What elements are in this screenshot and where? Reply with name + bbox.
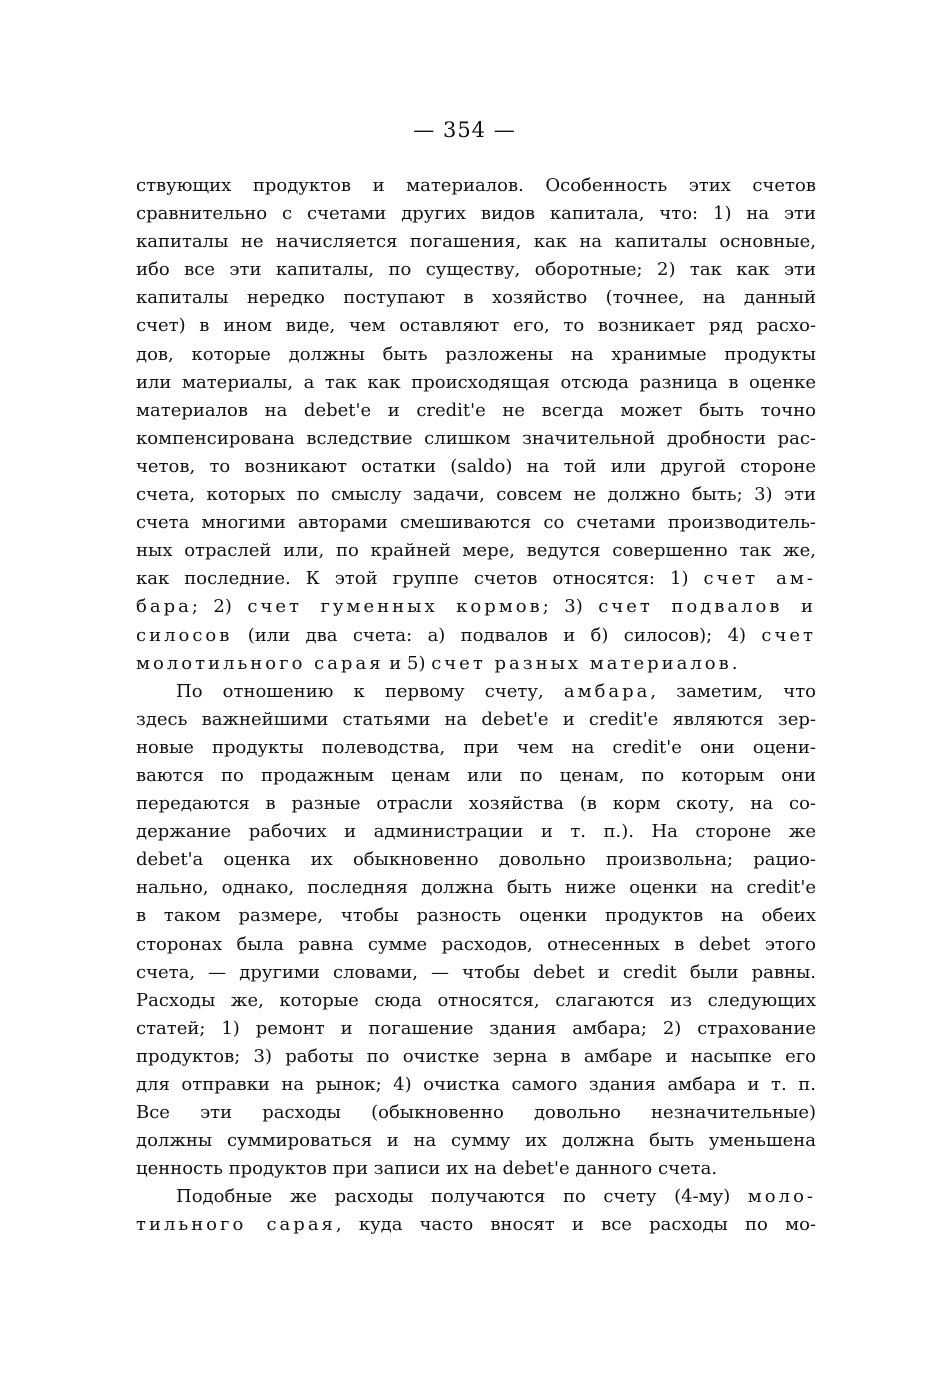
text-line <box>136 228 816 256</box>
text-segment: сравнительно с счетами других видов капитала, что: 1) на эти <box>136 203 816 225</box>
text-segment: капиталы не начисляется погашения, как на капиталы основные, <box>136 231 816 253</box>
text-segment: (или два счета: а) подвалов и б) силосов); 4) <box>232 624 762 646</box>
text-line <box>136 481 816 509</box>
text-segment: , заметим, что <box>650 680 816 702</box>
text-segment: ствующих продуктов и материалов. Особенность этих счетов <box>136 175 816 196</box>
text-segment: Все эти расходы (обыкновенно довольно незначительные) <box>136 1102 816 1124</box>
text-segment: Подобные же расходы получаются по счету (4-му) <box>176 1186 748 1208</box>
spaced-term: бара <box>136 596 192 618</box>
text-line <box>136 1071 816 1099</box>
text-segment: Расходы же, которые сюда относятся, слагаются из следующих <box>136 989 816 1011</box>
text-segment: новые продукты полеводства, при чем на credit'е они оцени- <box>136 736 816 758</box>
text-segment: , куда часто вносят и все расходы по мо- <box>335 1214 816 1236</box>
text-line <box>136 312 816 340</box>
text-line <box>136 931 816 959</box>
text-segment: передаются в разные отрасли хозяйства (в корм скоту, на со- <box>136 793 816 815</box>
text-segment: счета многими авторами смешиваются со счетами производитель- <box>136 512 816 534</box>
text-line <box>136 453 816 481</box>
text-line <box>136 790 816 818</box>
text-segment: счета, — другими словами, — чтобы debet и credit были равны. <box>136 961 816 983</box>
text-segment: По отношению к первому счету, <box>176 680 564 702</box>
text-segment: ибо все эти капиталы, по существу, оборотные; 2) так как эти <box>136 259 816 281</box>
text-line <box>136 593 816 621</box>
text-segment: четов, то возникают остатки (saldo) на той или другой стороне <box>136 455 816 477</box>
text-line <box>136 987 816 1015</box>
text-line <box>136 565 816 593</box>
text-segment: ; 3) <box>542 596 599 618</box>
text-segment: в таком размере, чтобы разность оценки продуктов на обеих <box>136 905 816 927</box>
spaced-term: амбара <box>563 680 651 702</box>
text-line <box>136 902 816 930</box>
text-line <box>136 1099 816 1127</box>
text-segment: материалов на debet'е и credit'е не всегда может быть точно <box>136 399 816 421</box>
text-segment: и 5) <box>383 652 432 674</box>
text-segment: ценность продуктов при записи их на debet'е данного счета. <box>136 1158 718 1180</box>
spaced-term: силосов <box>136 624 233 646</box>
spaced-term: счет подвалов и <box>598 596 816 618</box>
text-line <box>136 959 816 987</box>
text-line <box>136 762 816 790</box>
text-segment: ваются по продажным ценам или по ценам, по которым они <box>136 764 816 786</box>
text-segment: компенсирована вследствие слишком значительной дробности рас- <box>136 427 816 449</box>
text-line <box>136 734 816 762</box>
text-line <box>136 256 816 284</box>
text-line <box>136 1155 816 1183</box>
text-segment: счет) в ином виде, чем оставляют его, то возникает ряд расхо- <box>136 315 816 337</box>
text-line <box>136 1043 816 1071</box>
text-segment: . <box>731 652 738 674</box>
text-line <box>136 1015 816 1043</box>
text-segment: для отправки на рынок; 4) очистка самого здания амбара и т. п. <box>136 1074 816 1095</box>
text-line <box>136 172 816 200</box>
spaced-term: моло- <box>747 1186 816 1208</box>
text-line <box>136 706 816 734</box>
text-line <box>136 818 816 846</box>
text-segment: ных отраслей или, по крайней мере, ведутся совершенно так же, <box>136 540 816 562</box>
spaced-term: счет гуменных кормов <box>247 596 543 618</box>
text-line <box>136 1183 816 1211</box>
text-line <box>136 1211 816 1239</box>
text-segment: продуктов; 3) работы по очистке зерна в амбаре и насыпке его <box>136 1045 816 1067</box>
text-line <box>136 1127 816 1155</box>
text-line <box>136 284 816 312</box>
text-line <box>136 509 816 537</box>
spaced-term: счет разных материалов <box>431 652 732 674</box>
text-segment: должны суммироваться и на сумму их должна быть уменьшена <box>136 1130 816 1152</box>
spaced-term: счет ам- <box>703 568 816 590</box>
text-segment: сторонах была равна сумме расходов, отнесенных в debet этого <box>136 933 816 955</box>
spaced-term: молотильного сарая <box>136 652 384 674</box>
spaced-term: счет <box>761 624 816 646</box>
text-segment: статей; 1) ремонт и погашение здания амбара; 2) страхование <box>136 1017 816 1039</box>
text-segment: держание рабочих и администрации и т. п.). На стороне же <box>136 821 816 843</box>
text-segment: здесь важнейшими статьями на debet'е и credit'е являются зер- <box>136 708 816 730</box>
text-segment: дов, которые должны быть разложены на хранимые продукты <box>136 343 816 365</box>
text-segment: счета, которых по смыслу задачи, совсем не должно быть; 3) эти <box>136 484 816 506</box>
text-line <box>136 425 816 453</box>
text-line <box>136 874 816 902</box>
page-number: — 354 — <box>413 118 516 142</box>
text-segment: капиталы нередко поступают в хозяйство (точнее, на данный <box>136 287 816 309</box>
text-line <box>136 369 816 397</box>
text-line <box>136 678 816 706</box>
text-line <box>136 622 816 650</box>
text-line <box>136 397 816 425</box>
text-line <box>136 846 816 874</box>
text-line <box>136 537 816 565</box>
text-line <box>136 650 816 678</box>
spaced-term: тильного сарая <box>136 1214 336 1236</box>
text-segment: debet'а оценка их обыкновенно довольно произвольна; рацио- <box>136 849 816 871</box>
text-segment: или материалы, а так как происходящая отсюда разница в оценке <box>136 371 816 393</box>
text-line <box>136 341 816 369</box>
text-line <box>136 200 816 228</box>
text-segment: как последние. К этой группе счетов относятся: 1) <box>136 568 704 590</box>
text-segment: ; 2) <box>191 596 248 618</box>
body-text <box>136 172 816 1240</box>
text-segment: нально, однако, последняя должна быть ниже оценки на credit'е <box>136 877 816 899</box>
